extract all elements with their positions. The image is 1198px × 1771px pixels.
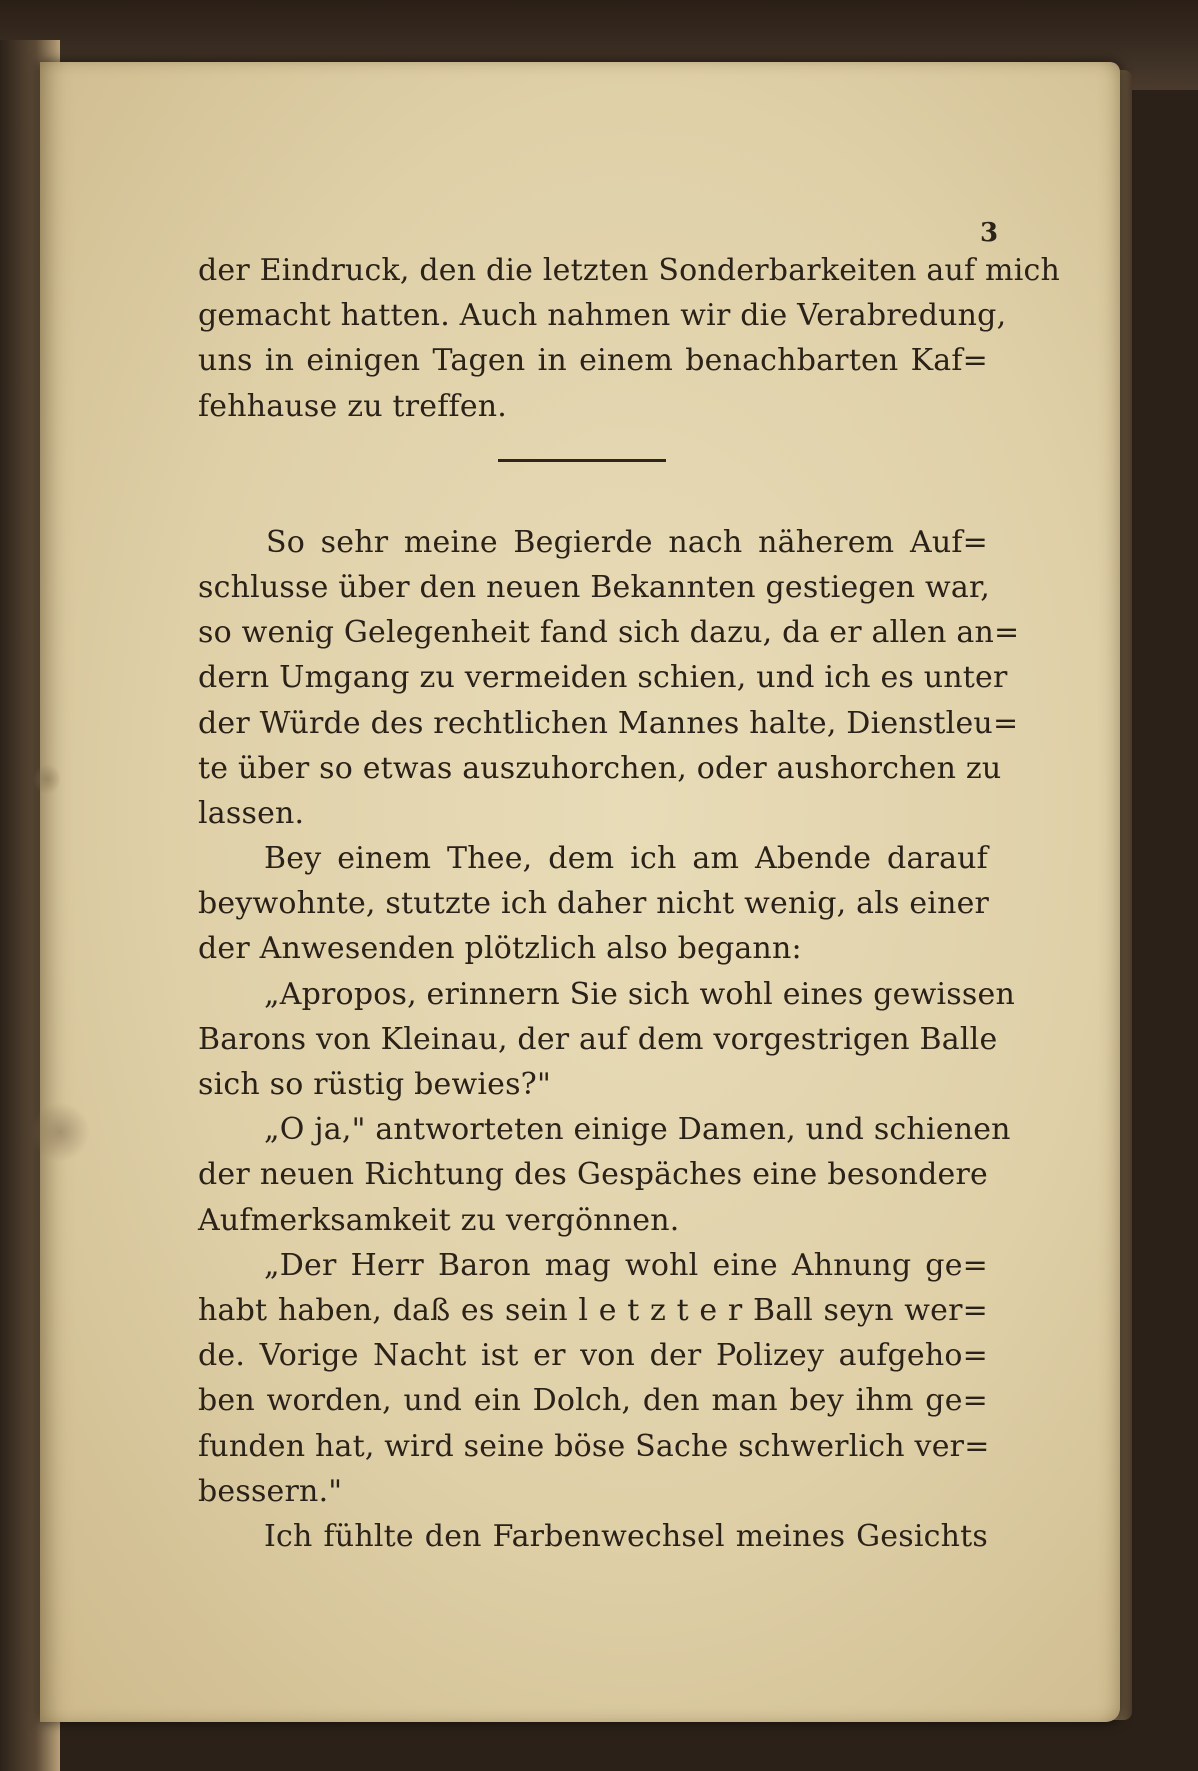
text-line: Aufmerksamkeit zu vergönnen.: [198, 1202, 680, 1238]
text-line: „Apropos, erinnern Sie sich wohl eines gewissen: [264, 976, 1015, 1012]
text-line: „O ja," antworteten einige Damen, und schienen: [264, 1112, 1011, 1148]
text-line: uns in einigen Tagen in einem benachbarten Kaf=: [198, 343, 988, 379]
text-line: beywohnte, stutzte ich daher nicht wenig, als einer: [198, 886, 990, 922]
page-number: 3: [980, 218, 999, 248]
text-line: Barons von Kleinau, der auf dem vorgestrigen Balle: [198, 1021, 998, 1057]
text-line: der Anwesenden plötzlich also begann:: [198, 931, 802, 967]
text-line: funden hat, wird seine böse Sache schwerlich ver=: [198, 1428, 990, 1464]
text-line: ben worden, und ein Dolch, den man bey ihm ge=: [198, 1383, 988, 1419]
text-line: sich so rüstig bewies?": [198, 1067, 551, 1102]
text-line: der Eindruck, den die letzten Sonderbarkeiten auf mich: [198, 253, 1061, 288]
text-line: Ich fühlte den Farbenwechsel meines Gesichts: [264, 1518, 988, 1554]
text-line: lassen.: [198, 795, 305, 831]
text-line: So sehr meine Begierde nach näherem Auf=: [266, 524, 988, 560]
page-stain: [34, 762, 60, 796]
page-text: [198, 248, 1061, 1559]
page-stain: [30, 1102, 90, 1162]
text-line: der Würde des rechtlichen Mannes halte, Dienstleu=: [198, 705, 1019, 741]
text-line: de. Vorige Nacht ist er von der Polizey aufgeho=: [198, 1338, 988, 1374]
text-line: bessern.": [198, 1473, 343, 1509]
text-line: schlusse über den neuen Bekannten gestiegen war,: [198, 569, 990, 605]
text-line: gemacht hatten. Auch nahmen wir die Verabredung,: [198, 298, 1007, 334]
text-line: habt haben, daß es sein l e t z t e r Ball seyn wer=: [198, 1292, 988, 1328]
text-line: so wenig Gelegenheit fand sich dazu, da er allen an=: [198, 615, 1020, 651]
text-line: der neuen Richtung des Gespäches eine besondere: [198, 1157, 988, 1193]
text-line: fehhause zu treffen.: [198, 388, 508, 424]
text-line: te über so etwas auszuhorchen, oder aushorchen zu: [198, 750, 1002, 786]
text-line: dern Umgang zu vermeiden schien, und ich es unter: [198, 660, 1008, 696]
text-line: „Der Herr Baron mag wohl eine Ahnung ge=: [264, 1247, 988, 1283]
text-line: Bey einem Thee, dem ich am Abende darauf: [264, 841, 988, 877]
